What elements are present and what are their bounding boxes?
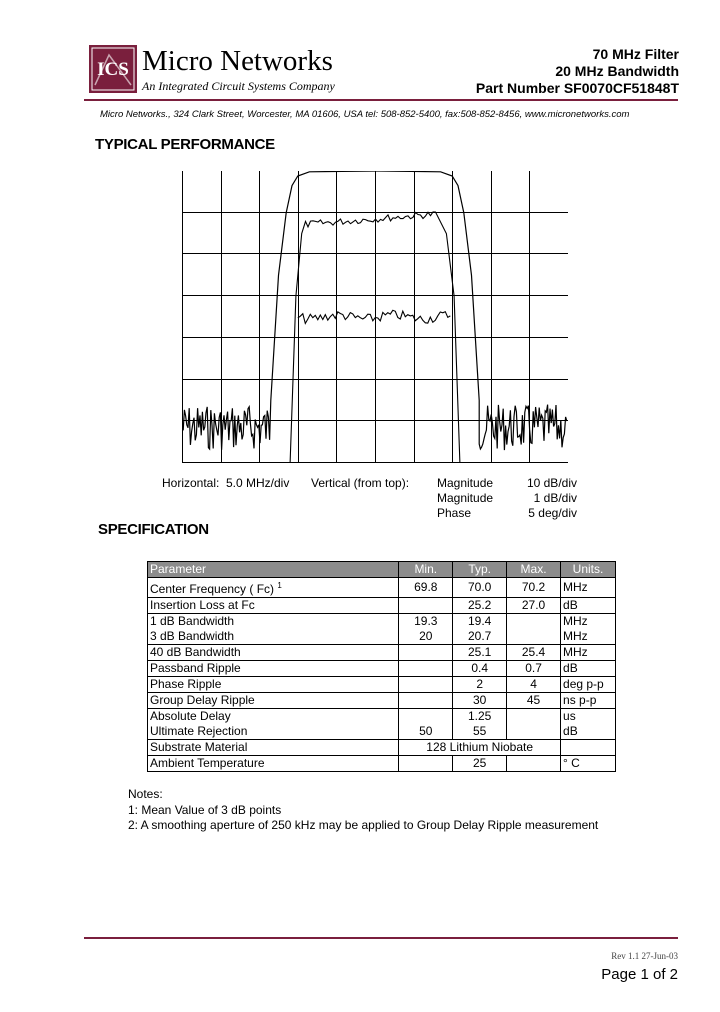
cell-units: dB — [561, 661, 616, 677]
cell-units: deg p-p — [561, 677, 616, 693]
trace-name-3: Phase — [437, 506, 472, 520]
cell-typ: 25.2 — [453, 598, 507, 614]
param-40db-bandwidth: 40 dB Bandwidth — [148, 645, 399, 661]
param-3db-bandwidth: 3 dB Bandwidth — [148, 629, 399, 645]
col-header-typ: Typ. — [453, 562, 507, 578]
param-substrate-material: Substrate Material — [148, 740, 399, 756]
specification-table — [147, 561, 616, 772]
cell-min: 50 — [399, 724, 453, 740]
cell-max: 0.7 — [507, 661, 561, 677]
table-row — [148, 629, 616, 645]
specification-heading: SPECIFICATION — [98, 521, 209, 538]
table-row — [148, 677, 616, 693]
col-header-min: Min. — [399, 562, 453, 578]
col-header-max: Max. — [507, 562, 561, 578]
cell-units: us — [561, 709, 616, 725]
cell-units — [561, 740, 616, 756]
cell-max — [507, 629, 561, 645]
title-part-number: Part Number SF0070CF51848T — [475, 80, 679, 96]
cell-typ: 1.25 — [453, 709, 507, 725]
cell-max: 27.0 — [507, 598, 561, 614]
cell-max: 4 — [507, 677, 561, 693]
cell-min: 69.8 — [399, 578, 453, 598]
cell-min — [399, 677, 453, 693]
table-row — [148, 661, 616, 677]
cell-units: MHz — [561, 614, 616, 630]
notes-heading: Notes: — [128, 787, 163, 801]
cell-typ: 25 — [453, 756, 507, 772]
note-1: 1: Mean Value of 3 dB points — [128, 802, 282, 817]
cell-substrate-value: 128 Lithium Niobate — [399, 740, 561, 756]
brand-name: Micro Networks — [142, 45, 333, 77]
note-2: 2: A smoothing aperture of 250 kHz may be applied to Group Delay Ripple measurement — [128, 818, 599, 832]
revision-label: Rev 1.1 27-Jun-03 — [611, 951, 678, 961]
table-header-row — [148, 562, 616, 578]
table-row — [148, 693, 616, 709]
brand-tagline: An Integrated Circuit Systems Company — [142, 79, 335, 93]
table-row — [148, 598, 616, 614]
cell-typ: 25.1 — [453, 645, 507, 661]
cell-max: 25.4 — [507, 645, 561, 661]
table-row — [148, 614, 616, 630]
company-address: Micro Networks., 324 Clark Street, Worcester, MA 01606, USA tel: 508-852-5400, fax:508-852-8456, www.micronetworks.com — [100, 109, 630, 120]
cell-units: ns p-p — [561, 693, 616, 709]
cell-typ: 2 — [453, 677, 507, 693]
param-absolute-delay: Absolute Delay — [148, 709, 399, 725]
typical-performance-heading: TYPICAL PERFORMANCE — [95, 136, 275, 153]
horizontal-scale-value: 5.0 MHz/div — [226, 476, 290, 490]
footer-divider — [84, 937, 678, 939]
cell-min — [399, 756, 453, 772]
param-phase-ripple: Phase Ripple — [148, 677, 399, 693]
col-header-units: Units. — [561, 562, 616, 578]
table-row — [148, 740, 616, 756]
cell-typ: 20.7 — [453, 629, 507, 645]
page-number: Page 1 of 2 — [601, 966, 678, 983]
trace-phase — [298, 310, 451, 323]
cell-units: dB — [561, 724, 616, 740]
horizontal-scale-label: Horizontal: — [162, 476, 220, 490]
performance-chart — [182, 171, 568, 463]
param-center-frequency: Center Frequency ( Fc) — [150, 582, 275, 596]
footnote-ref: 1 — [277, 581, 282, 590]
table-row — [148, 709, 616, 725]
logo-text: ICS — [97, 59, 129, 80]
param-group-delay-ripple: Group Delay Ripple — [148, 693, 399, 709]
cell-max — [507, 724, 561, 740]
param-passband-ripple: Passband Ripple — [148, 661, 399, 677]
cell-units: ° C — [561, 756, 616, 772]
param-ambient-temperature: Ambient Temperature — [148, 756, 399, 772]
title-line-2: 20 MHz Bandwidth — [555, 63, 679, 79]
trace-scale-1: 10 dB/div — [526, 476, 577, 490]
param-1db-bandwidth: 1 dB Bandwidth — [148, 614, 399, 630]
table-row — [148, 756, 616, 772]
param-insertion-loss: Insertion Loss at Fc — [148, 598, 399, 614]
param-ultimate-rejection: Ultimate Rejection — [148, 724, 399, 740]
cell-units: MHz — [561, 578, 616, 598]
cell-min: 20 — [399, 629, 453, 645]
cell-max: 70.2 — [507, 578, 561, 598]
table-row — [148, 578, 616, 598]
cell-min — [399, 661, 453, 677]
cell-units: dB — [561, 598, 616, 614]
cell-min: 19.3 — [399, 614, 453, 630]
cell-min — [399, 709, 453, 725]
cell-typ: 70.0 — [453, 578, 507, 598]
cell-units: MHz — [561, 629, 616, 645]
cell-min — [399, 598, 453, 614]
title-line-1: 70 MHz Filter — [592, 46, 679, 62]
cell-max — [507, 756, 561, 772]
cell-min — [399, 645, 453, 661]
company-logo — [89, 45, 137, 93]
trace-scale-2: 1 dB/div — [533, 491, 577, 505]
vertical-scale-label: Vertical (from top): — [311, 476, 410, 490]
notes-block — [128, 787, 598, 834]
header-divider — [84, 99, 678, 101]
cell-max: 45 — [507, 693, 561, 709]
cell-typ: 55 — [453, 724, 507, 740]
cell-typ: 30 — [453, 693, 507, 709]
trace-name-1: Magnitude — [437, 476, 494, 490]
table-row — [148, 724, 616, 740]
cell-units: MHz — [561, 645, 616, 661]
col-header-parameter: Parameter — [148, 562, 399, 578]
trace-scale-3: 5 deg/div — [528, 506, 577, 520]
cell-max — [507, 709, 561, 725]
cell-typ: 19.4 — [453, 614, 507, 630]
cell-max — [507, 614, 561, 630]
table-row — [148, 645, 616, 661]
cell-typ: 0.4 — [453, 661, 507, 677]
performance-chart-svg — [182, 171, 568, 463]
trace-name-2: Magnitude — [437, 491, 494, 505]
cell-min — [399, 693, 453, 709]
